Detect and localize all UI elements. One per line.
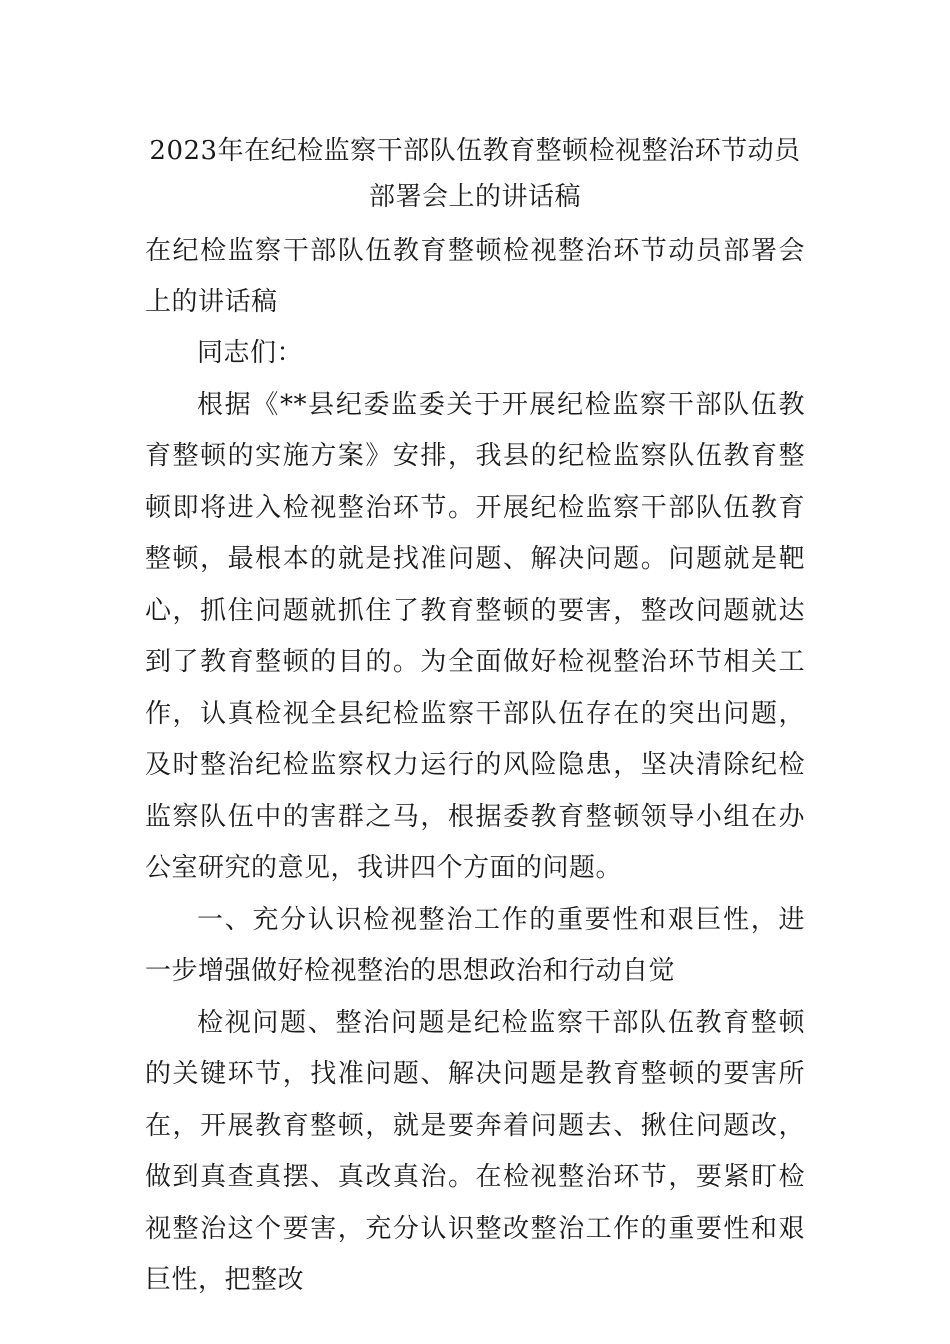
document-subtitle: 在纪检监察干部队伍教育整顿检视整治环节动员部署会上的讲话稿 [145, 236, 805, 317]
paragraph-intro: 根据《**县纪委监委关于开展纪检监察干部队伍教育整顿的实施方案》安排，我县的纪检监察队伍教育整顿即将进入检视整治环节。开展纪检监察干部队伍教育整顿，最根本的就是找准问题、解决问题。问题就是靶心，抓住问题就抓住了教育整顿的要害，整改问题就达到了教育整顿的目的。为全面做好检视整治环节相关工作，认真检视全县纪检监察干部队伍存在的突出问题，及时整治纪检监察权力运行的风险隐患，坚决清除纪检监察队伍中的害群之马，根据委教育整顿领导小组在办公室研究的意见，我讲四个方面的问题。 [145, 389, 805, 883]
greeting: 同志们： [197, 338, 304, 368]
paragraph-section-1: 检视问题、整治问题是纪检监察干部队伍教育整顿的关键环节，找准问题、解决问题是教育整顿的要害所在，开展教育整顿，就是要奔着问题去、揪住问题改，做到真查真摆、真改真治。在检视整治环节，要紧盯检视整治这个要害，充分认识整改整治工作的重要性和艰巨性，把整改 [145, 1007, 805, 1295]
document-title: 2023年在纪检监察干部队伍教育整顿检视整治环节动员部署会上的讲话稿 [149, 136, 801, 212]
section-heading-1: 一、充分认识检视整治工作的重要性和艰巨性，进一步增强做好检视整治的思想政治和行动自觉 [145, 904, 805, 986]
document-body [145, 128, 805, 1307]
